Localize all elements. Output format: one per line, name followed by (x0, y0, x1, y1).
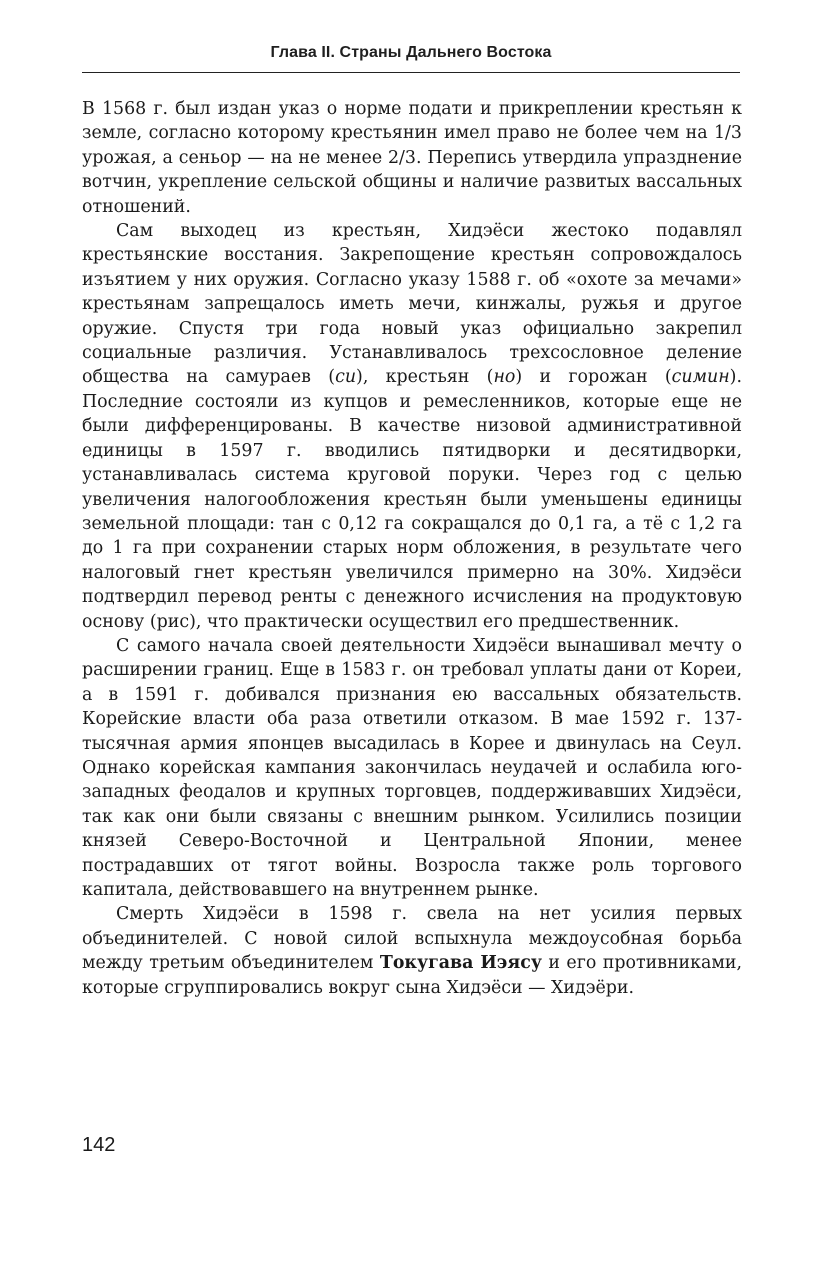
paragraph-4-part-a: Смерть Хидэёси в 1598 г. свела на нет усилия первых объединителей. С новой силой вспыхнула междоусобная борьба между третьим объединителем (82, 904, 742, 974)
header-rule (82, 72, 740, 73)
paragraph-2-part-d: ). Последние состояли из купцов и ремесленников, которые еще не были дифференцированы. В качестве низовой административной единицы в 1597 г. вводились пятидворки и десятидворки, устанавливалась система круговой поруки. Через год с целью увеличения налогообложения крестьян были уменьшены единицы земельной площади: тан с 0,12 га сокращался до 0,1 га, а тё с 1,2 га до 1 га при сохранении старых норм обложения, в результате чего налоговый гнет крестьян увеличился примерно на 30%. Хидэёси подтвердил перевод ренты с денежного исчисления на продуктовую основу (рис), что практически осуществил его предшественник. (82, 367, 742, 632)
name-tokugawa-ieyasu: Токугава Иэясу (379, 953, 542, 974)
paragraph-4-part-b: и его противниками, которые сгруппировались вокруг сына Хидэёси — Хидэёри. (82, 953, 743, 998)
paragraph-1: В 1568 г. был издан указ о норме подати и прикреплении крестьян к земле, согласно которому крестьянин имел право не более чем на 1/3 урожая, а сеньор — на не менее 2/3. Перепись утвердила упразднение вотчин, укрепление сельской общины и наличие развитых вассальных отношений. (82, 99, 742, 217)
paragraph-2-part-c: ) и горожан ( (515, 367, 672, 388)
paragraph-4 (82, 902, 742, 1000)
term-simin: симин (671, 367, 730, 388)
paragraph-2-part-b: ), крестьян ( (356, 367, 494, 388)
paragraph-2 (82, 219, 742, 634)
page-number: 142 (82, 1134, 116, 1156)
running-head-title: Глава II. Страны Дальнего Востока (270, 44, 552, 61)
paragraph-2-part-a: Сам выходец из крестьян, Хидэёси жестоко подавлял крестьянские восстания. Закрепощение крестьян сопровождалось изъятием у них оружия. Согласно указу 1588 г. об «охоте за мечами» крестьянам запрещалось иметь мечи, кинжалы, ружья и другое оружие. Спустя три года новый указ официально закрепил социальные различия. Устанавливалось трехсословное деление общества на самураев ( (82, 221, 742, 388)
term-si: си (335, 367, 357, 388)
term-no: но (493, 367, 516, 388)
body-text (82, 97, 742, 1000)
paragraph-3: С самого начала своей деятельности Хидэёси вынашивал мечту о расширении границ. Еще в 1583 г. он требовал уплаты дани от Кореи, а в 1591 г. добивался признания ею вассальных обязательств. Корейские власти оба раза ответили отказом. В мае 1592 г. 137-тысячная армия японцев высадилась в Корее и двинулась на Сеул. Однако корейская кампания закончилась неудачей и ослабила юго-западных феодалов и крупных торговцев, поддерживавших Хидэёси, так как они были связаны с внешним рынком. Усилились позиции князей Северо-Восточной и Центральной Японии, менее пострадавших от тягот войны. Возросла также роль торгового капитала, действовавшего на внутреннем рынке. (82, 635, 742, 900)
